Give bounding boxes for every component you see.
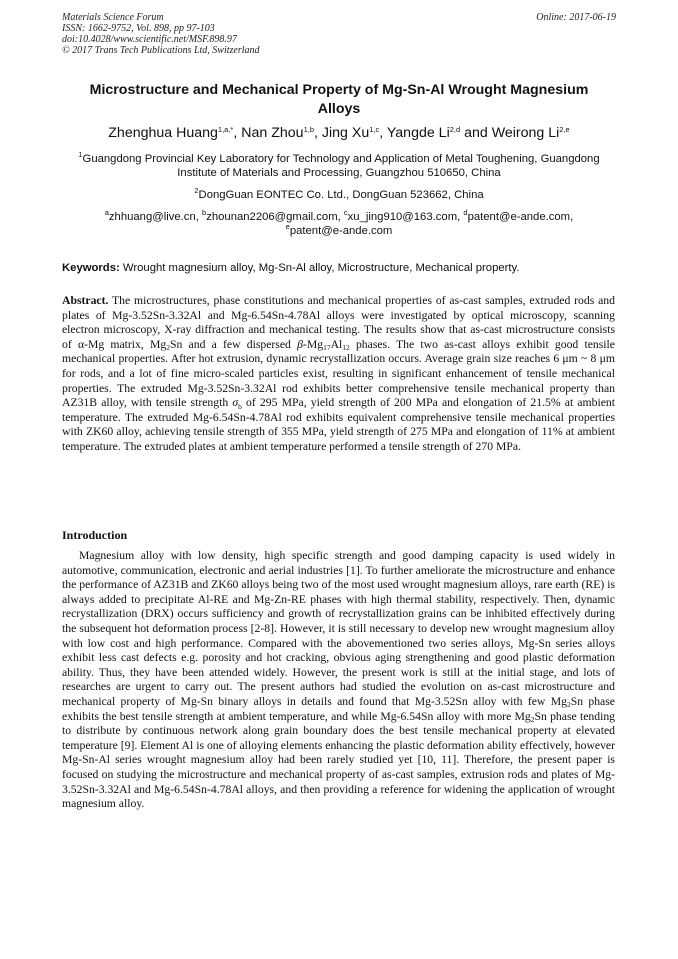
keywords (62, 261, 618, 275)
section-heading-introduction: Introduction (62, 528, 128, 542)
email-list: $^a$zhhuang@live.cn, $^b$zhounan2206@gmail.com, $^c$xu_jing910@163.com, $^d$patent@e-ande.com, $^e$patent@e-ande.com (104, 208, 574, 237)
author-affil-marker: 2,d (449, 125, 461, 134)
author-name: Zhenghua Huang (108, 125, 218, 141)
author-affil-marker: 2,e (559, 125, 570, 134)
paper-title: Microstructure and Mechanical Property of Mg-Sn-Al Wrought Magnesium Alloys (89, 82, 589, 117)
author-name: Weirong Li (491, 125, 560, 141)
email-link[interactable]: patent@e-ande.com (467, 211, 571, 223)
email-link[interactable]: zhhuang@live.cn (108, 211, 196, 223)
journal-doi[interactable]: doi:10.4028/www.scientific.net/MSF.898.97 (62, 34, 237, 45)
author-name: Yangde Li (386, 125, 450, 141)
abstract-label: Abstract. (62, 294, 109, 307)
author-name: Jing Xu (321, 125, 370, 141)
email-link[interactable]: zhounan2206@gmail.com (206, 211, 338, 223)
introduction-paragraph: Magnesium alloy with low density, high specific strength and good damping capacity is used widely in automotive, communication, electronic and aerial industries [1]. To further ameliorate the microstructure and enhance the performance of AZ31B and ZK60 alloys being two of the most used wrought magnesium alloys, rare earth (RE) is always added to precipitate Al-RE and Mg-Zn-RE phases with high thermal stability, respectively. Then, dynamic recrystallization (DRX) occurs sufficiency and growth of recrystallization grains can be inhibited effectively during the subsequent hot deformation process [2-8]. However, it is still necessary to develop new wrought magnesium alloy with low cost and high performance. Compared with the abovementioned two series alloys, Mg-Sn series alloys exhibit less cast defects e.g. porosity and hot cracking, obvious aging strengthening and good plastic deformation ability. Thus, they have been attended widely. However, the present work is still at the initial stage, and lots of researches are urgent to carry out. The present authors had studied the evolution on as-cast microstructure and mechanical property of Mg-Sn binary alloys in details and found that Mg-3.52Sn alloy with few $Mg_2Sn$ phase exhibits the best tensile strength at ambient temperature, and while Mg-6.54Sn alloy with more $Mg_2Sn$ phase tending to distribute by continuous network along grain boundary does the best tensile mechanical property at elevated temperature [9]. Element Al is one of alloying elements enhancing the plastic deformation ability effectively, however Mg-Sn-Al series wrought magnesium alloy had been rarely studied yet [10, 11]. Therefore, the present paper is focused on studying the microstructure and mechanical property of as-cast samples, extrusion rods and plates of Mg-3.52Sn-3.32Al and Mg-6.54Sn-4.78Al alloys, and then providing a reference for widening the application of wrought magnesium alloy. (62, 549, 616, 811)
email-link[interactable]: patent@e-ande.com (289, 225, 393, 237)
online-date: Online: 2017-06-19 (536, 12, 616, 23)
email-link[interactable]: xu_jing910@163.com (347, 211, 458, 223)
journal-issn: ISSN: 1662-9752, Vol. 898, pp 97-103 (62, 23, 215, 34)
journal-header (62, 12, 422, 56)
author-list: Zhenghua Huang$^{1,a,*}$, Nan Zhou$^{1,b}$, Jing Xu$^{1,c}$, Yangde Li$^{2,d}$ and Weirong Li$^{2,e}$ (108, 125, 570, 141)
author-name: Nan Zhou (241, 125, 304, 141)
keywords-text: Wrought magnesium alloy, Mg-Sn-Al alloy, Microstructure, Mechanical property. (122, 262, 520, 274)
affiliation-1: $^1$Guangdong Provincial Key Laboratory for Technology and Application of Metal Toughening, Guangdong Institute of Materials and Processing, Guangzhou 510650, China (78, 150, 600, 179)
author-affil-marker: 1,b (303, 125, 314, 134)
author-affil-marker: 1,c (369, 125, 380, 134)
journal-name: Materials Science Forum (62, 12, 164, 23)
affiliation-2: $^2$DongGuan EONTEC Co. Ltd., DongGuan 523662, China (194, 186, 484, 201)
author-affil-marker: 1,a,* (217, 125, 234, 134)
journal-copyright: © 2017 Trans Tech Publications Ltd, Switzerland (62, 45, 260, 56)
keywords-label: Keywords: (62, 262, 120, 274)
abstract: Abstract. The microstructures, phase constitutions and mechanical properties of as-cast samples, extruded rods and plates of Mg-3.52Sn-3.32Al and Mg-6.54Sn-4.78Al alloys were investigated by optical microscopy, scanning electron microscopy, X-ray diffraction and mechanical testing. The results show that as-cast microstructure consists of α-Mg matrix, $Mg_2Sn$ and a few dispersed $\beta-Mg_{17}Al_{12}$ phases. The two as-cast alloys exhibit good tensile mechanical properties. After hot extrusion, dynamic recrystallization occurs. Average grain size reaches 6 μm ~ 8 μm for rods, and a lot of fine micro-scaled particles exist, resulting in significant enhancement of tensile mechanical properties. The extruded Mg-3.52Sn-3.32Al rod exhibits better comprehensive tensile mechanical property than AZ31B alloy, with tensile strength $\sigma_b$ of 295 MPa, yield strength of 200 MPa and elongation of 21.5% at ambient temperature. The extruded Mg-6.54Sn-4.78Al rod exhibits equivalent comprehensive tensile mechanical properties with ZK60 alloy, achieving tensile strength of 355 MPa, yield strength of 275 MPa and elongation of 11% at ambient temperature. The extruded plates at ambient temperature performed a tensile strength of 270 MPa. (62, 294, 615, 453)
